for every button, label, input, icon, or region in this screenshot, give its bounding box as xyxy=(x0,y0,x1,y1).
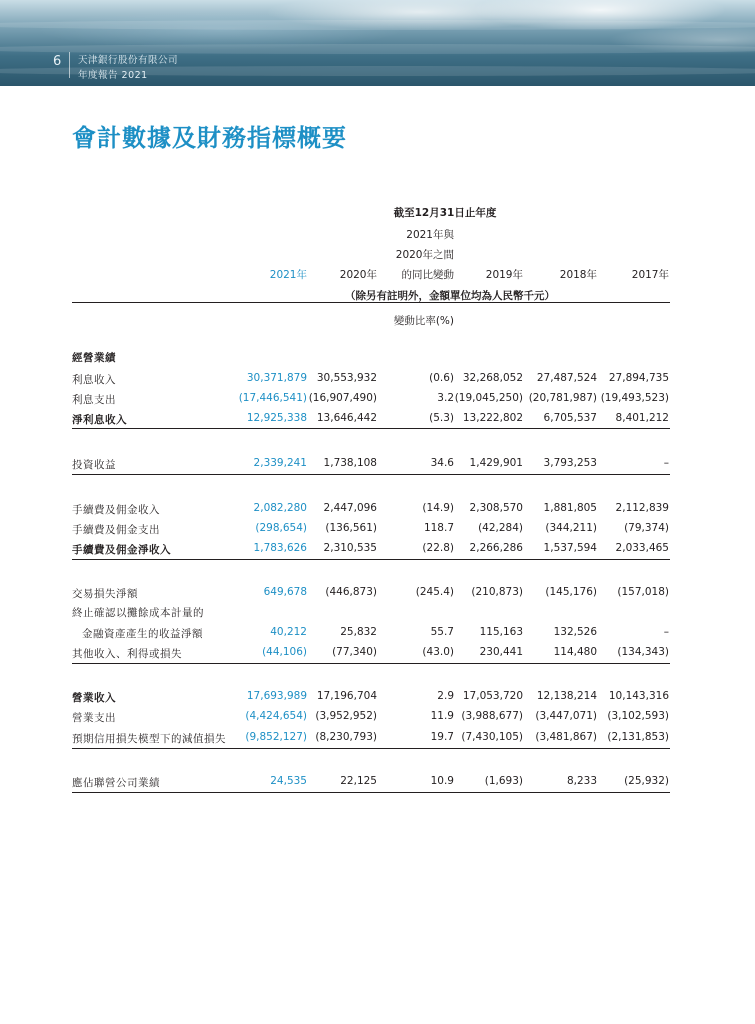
value-2018: 8,233 xyxy=(566,775,597,787)
value-2017: (79,374) xyxy=(624,522,669,534)
value-change: (245.4) xyxy=(415,586,454,598)
row-label: 營業支出 xyxy=(72,712,116,724)
value-2019: 2,266,286 xyxy=(469,542,523,554)
value-2021: 1,783,626 xyxy=(253,542,307,554)
value-2021: (4,424,654) xyxy=(245,710,307,722)
value-2017: (2,131,853) xyxy=(607,731,669,743)
value-change: 2.9 xyxy=(437,690,454,702)
table-row xyxy=(0,542,755,558)
year-header-2021: 2021年 xyxy=(269,269,307,281)
value-2020: (77,340) xyxy=(332,646,377,658)
value-change: 10.9 xyxy=(430,775,454,787)
page-number: 6 xyxy=(53,54,62,69)
value-change: 118.7 xyxy=(423,522,454,534)
value-2020: (136,561) xyxy=(325,522,377,534)
value-2019: 1,429,901 xyxy=(469,457,523,469)
value-2019: 115,163 xyxy=(479,626,523,638)
value-2021: 30,371,879 xyxy=(246,372,307,384)
value-2019: 2,308,570 xyxy=(469,502,523,514)
value-2018: (344,211) xyxy=(545,522,597,534)
row-label: 利息支出 xyxy=(72,394,116,406)
row-label: 營業收入 xyxy=(72,692,116,704)
value-2018: (20,781,987) xyxy=(528,392,597,404)
value-2017: 8,401,212 xyxy=(615,412,669,424)
row-rule xyxy=(72,663,670,664)
page-title: 會計數據及財務指標概要 xyxy=(72,124,347,152)
header-rule xyxy=(72,302,670,303)
value-2019: (3,988,677) xyxy=(461,710,523,722)
value-change: 19.7 xyxy=(430,731,454,743)
table-row xyxy=(0,457,755,473)
value-2018: 3,793,253 xyxy=(543,457,597,469)
value-2017: (157,018) xyxy=(617,586,669,598)
row-label: 金融資產產生的收益淨額 xyxy=(82,628,203,640)
value-2017: 2,112,839 xyxy=(615,502,669,514)
change-header-line3: 的同比變動 xyxy=(401,269,454,281)
value-2019: 32,268,052 xyxy=(462,372,523,384)
change-unit: 變動比率(%) xyxy=(393,315,454,327)
company-name: 天津銀行股份有限公司 xyxy=(78,55,179,66)
table-row xyxy=(0,586,755,602)
value-2018: (145,176) xyxy=(545,586,597,598)
value-2020: 2,310,535 xyxy=(323,542,377,554)
value-2017: (3,102,593) xyxy=(607,710,669,722)
value-2021: (44,106) xyxy=(262,646,307,658)
value-2021: (17,446,541) xyxy=(238,392,307,404)
value-2017: 10,143,316 xyxy=(608,690,669,702)
table-row xyxy=(0,502,755,518)
row-label: 淨利息收入 xyxy=(72,414,127,426)
value-2018: 1,881,805 xyxy=(543,502,597,514)
value-change: 55.7 xyxy=(430,626,454,638)
value-2020: 17,196,704 xyxy=(316,690,377,702)
value-2020: (446,873) xyxy=(325,586,377,598)
value-2021: 2,082,280 xyxy=(253,502,307,514)
row-rule xyxy=(72,474,670,475)
value-2021: 24,535 xyxy=(270,775,307,787)
row-label: 手續費及佣金淨收入 xyxy=(72,544,171,556)
value-2017: 2,033,465 xyxy=(615,542,669,554)
value-2018: 114,480 xyxy=(553,646,597,658)
table-row xyxy=(0,731,755,747)
table-row xyxy=(0,690,755,706)
value-2020: (16,907,490) xyxy=(308,392,377,404)
period-header: 截至12月31日止年度 xyxy=(393,207,497,219)
year-header-2020: 2020年 xyxy=(339,269,377,281)
banner-divider xyxy=(69,52,70,78)
row-rule xyxy=(72,428,670,429)
row-label: 利息收入 xyxy=(72,374,116,386)
value-2020: (3,952,952) xyxy=(315,710,377,722)
table-row xyxy=(0,710,755,726)
year-header-2018: 2018年 xyxy=(559,269,597,281)
table-row xyxy=(0,605,755,621)
value-change: 11.9 xyxy=(430,710,454,722)
value-change: (5.3) xyxy=(429,412,454,424)
value-2018: (3,447,071) xyxy=(535,710,597,722)
value-2021: 2,339,241 xyxy=(253,457,307,469)
value-change: 34.6 xyxy=(430,457,454,469)
value-2019: 13,222,802 xyxy=(462,412,523,424)
row-label: 交易損失淨額 xyxy=(72,588,138,600)
value-2020: 30,553,932 xyxy=(316,372,377,384)
value-change: 3.2 xyxy=(437,392,454,404)
value-2019: (7,430,105) xyxy=(461,731,523,743)
report-name: 年度報告 2021 xyxy=(78,70,148,81)
value-2021: (9,852,127) xyxy=(245,731,307,743)
row-label: 手續費及佣金收入 xyxy=(72,504,160,516)
value-2021: 649,678 xyxy=(263,586,307,598)
value-2017: – xyxy=(663,457,669,469)
value-2020: (8,230,793) xyxy=(315,731,377,743)
value-change: (14.9) xyxy=(422,502,454,514)
table-row xyxy=(0,392,755,408)
value-2019: (1,693) xyxy=(484,775,523,787)
row-rule xyxy=(72,748,670,749)
value-2018: 132,526 xyxy=(553,626,597,638)
change-header-line1: 2021年與 xyxy=(406,229,454,241)
value-2019: (210,873) xyxy=(471,586,523,598)
value-2021: 40,212 xyxy=(270,626,307,638)
value-2018: 12,138,214 xyxy=(536,690,597,702)
value-2018: (3,481,867) xyxy=(535,731,597,743)
value-2018: 6,705,537 xyxy=(543,412,597,424)
value-2018: 1,537,594 xyxy=(543,542,597,554)
table-row xyxy=(0,646,755,662)
value-2020: 2,447,096 xyxy=(323,502,377,514)
value-change: (22.8) xyxy=(422,542,454,554)
table-row xyxy=(0,775,755,791)
value-2017: – xyxy=(663,626,669,638)
value-2021: 17,693,989 xyxy=(246,690,307,702)
value-2019: 17,053,720 xyxy=(462,690,523,702)
row-label: 投資收益 xyxy=(72,459,116,471)
table-row xyxy=(0,626,755,642)
table-row xyxy=(0,372,755,388)
change-header-line2: 2020年之間 xyxy=(395,249,454,261)
section-operating xyxy=(0,350,755,366)
row-rule xyxy=(72,559,670,560)
value-2017: (134,343) xyxy=(617,646,669,658)
row-label: 手續費及佣金支出 xyxy=(72,524,160,536)
value-2019: 230,441 xyxy=(479,646,523,658)
value-2017: 27,894,735 xyxy=(608,372,669,384)
value-2020: 13,646,442 xyxy=(316,412,377,424)
value-2020: 1,738,108 xyxy=(323,457,377,469)
year-header-2019: 2019年 xyxy=(485,269,523,281)
value-2020: 25,832 xyxy=(340,626,377,638)
value-2021: (298,654) xyxy=(255,522,307,534)
value-2019: (19,045,250) xyxy=(454,392,523,404)
value-2019: (42,284) xyxy=(478,522,523,534)
value-change: (0.6) xyxy=(429,372,454,384)
row-rule xyxy=(72,792,670,793)
table-row xyxy=(0,522,755,538)
value-2018: 27,487,524 xyxy=(536,372,597,384)
value-2021: 12,925,338 xyxy=(246,412,307,424)
value-2017: (25,932) xyxy=(624,775,669,787)
row-label: 其他收入、利得或損失 xyxy=(72,648,182,660)
row-label: 終止確認以攤餘成本計量的 xyxy=(72,607,204,619)
unit-note: （除另有註明外，金額單位均為人民幣千元） xyxy=(345,290,555,302)
section-label: 經營業績 xyxy=(72,352,116,364)
row-label: 應佔聯營公司業績 xyxy=(72,777,160,789)
value-2020: 22,125 xyxy=(340,775,377,787)
table-row xyxy=(0,412,755,428)
value-2017: (19,493,523) xyxy=(600,392,669,404)
row-label: 預期信用損失模型下的減值損失 xyxy=(72,733,226,745)
year-header-2017: 2017年 xyxy=(631,269,669,281)
header-banner xyxy=(0,0,755,86)
value-change: (43.0) xyxy=(422,646,454,658)
wave-decoration xyxy=(0,20,755,30)
